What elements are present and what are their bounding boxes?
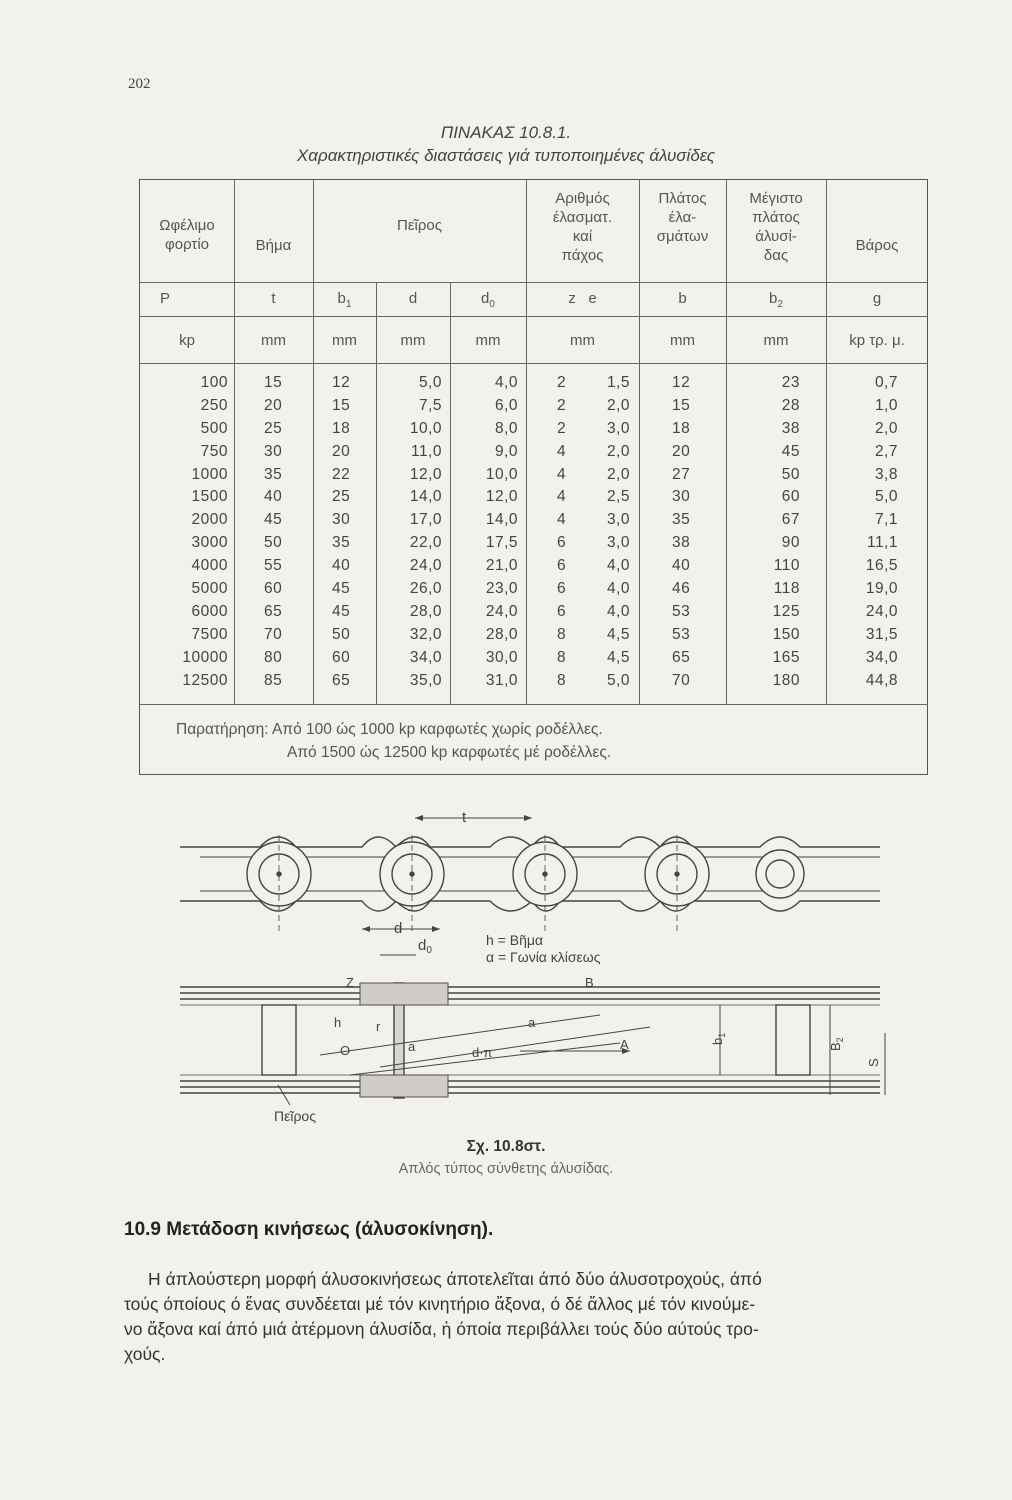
table-cell-b2: 150 (772, 625, 800, 643)
table-cell-z: 6 (557, 580, 567, 598)
figure-subcaption: Απλός τύπος σύνθετης άλυσίδας. (398, 1161, 614, 1177)
table-cell-e: 1,5 (606, 374, 630, 391)
table-cell-d: 12,0 (409, 465, 442, 483)
table-cell-g: 1,0 (874, 396, 898, 414)
table-cell-z: 4 (557, 442, 567, 460)
table-cell-P: 7500 (191, 625, 228, 643)
table-cell-e: 5,0 (606, 671, 630, 689)
label-t: t (462, 809, 467, 826)
header-pitch: Βήμα (255, 237, 292, 254)
table-cell-b1: 20 (332, 442, 351, 460)
table-rule (139, 704, 928, 705)
table-cell-d0: 24,0 (485, 602, 518, 620)
table-cell-d: 10,0 (409, 419, 442, 437)
table-cell-e: 2,0 (606, 465, 630, 483)
label-pin: Πεῖρος (274, 1108, 316, 1124)
table-cell-t: 40 (264, 488, 283, 506)
table-cell-d0: 10,0 (485, 465, 518, 483)
table-note-line-1: Παρατήρηση: Από 100 ώς 1000 kp καρφωτές χωρίς ροδέλλες. (176, 721, 603, 738)
chain-side-view (180, 983, 885, 1098)
table-cell-b: 12 (672, 374, 691, 391)
table-cell-e: 3,0 (606, 511, 630, 529)
table-cell-g: 16,5 (865, 557, 898, 575)
table-col-rule (234, 179, 235, 704)
table-cell-P: 1000 (191, 465, 228, 483)
table-cell-b: 65 (672, 648, 691, 666)
table-cell-t: 50 (264, 534, 283, 552)
symbol-ze: z e (568, 290, 597, 307)
table-cell-b1: 12 (332, 374, 351, 391)
table-cell-b: 18 (672, 419, 691, 437)
table-cell-z: 2 (557, 396, 567, 414)
table-cell-g: 44,8 (865, 671, 898, 689)
table-cell-b: 40 (672, 557, 691, 575)
table-cell-b1: 45 (332, 602, 351, 620)
header-pin: Πεῖρος (397, 217, 442, 234)
table-cell-b1: 18 (332, 419, 351, 437)
column-e (580, 372, 630, 692)
unit-d: mm (400, 332, 426, 349)
paragraph-line: χούς. (124, 1344, 166, 1364)
table-cell-e: 3,0 (606, 419, 630, 437)
table-cell-t: 70 (264, 625, 283, 643)
table-cell-d0: 21,0 (485, 557, 518, 575)
unit-ze: mm (570, 332, 595, 349)
table-cell-P: 250 (200, 396, 228, 414)
table-cell-b2: 90 (781, 534, 800, 552)
table-cell-e: 3,0 (606, 534, 630, 552)
unit-b: mm (670, 332, 695, 349)
table-cell-e: 2,0 (606, 396, 630, 414)
header-load: Ωφέλιμο φορτίο (159, 217, 215, 253)
table-cell-t: 85 (264, 671, 283, 689)
table-cell-b2: 60 (781, 488, 800, 506)
table-note-line-2: Από 1500 ώς 12500 kp καρφωτές μέ ροδέλλες. (287, 744, 612, 761)
table-cell-d: 14,0 (409, 488, 442, 506)
table-cell-t: 65 (264, 602, 283, 620)
label-r: r (376, 1019, 381, 1034)
table-cell-d: 7,5 (418, 396, 442, 414)
table-cell-P: 5000 (191, 580, 228, 598)
table-cell-P: 750 (200, 442, 228, 460)
table-cell-t: 30 (264, 442, 283, 460)
symbol-d0: $d_0$ (481, 290, 495, 310)
unit-d0: mm (475, 332, 501, 349)
table-cell-P: 100 (200, 374, 228, 391)
table-cell-b2: 165 (772, 648, 800, 666)
table-cell-b1: 50 (332, 625, 351, 643)
label-h: h (334, 1015, 342, 1030)
table-cell-b: 35 (672, 511, 691, 529)
table-cell-d: 28,0 (409, 602, 442, 620)
unit-g: kp τρ. μ. (849, 332, 905, 349)
table-cell-d0: 12,0 (485, 488, 518, 506)
table-cell-t: 45 (264, 511, 283, 529)
unit-b1: mm (332, 332, 357, 349)
column-g (828, 372, 898, 692)
symbol-b1: $b_1$ (337, 290, 352, 310)
unit-b2: mm (763, 332, 789, 349)
table-cell-t: 25 (264, 419, 283, 437)
table-cell-b: 20 (672, 442, 691, 460)
table-cell-P: 3000 (191, 534, 228, 552)
table-cell-g: 7,1 (874, 511, 898, 529)
table-cell-d: 32,0 (409, 625, 442, 643)
table-cell-z: 4 (557, 465, 567, 483)
table-cell-g: 2,0 (874, 419, 898, 437)
table-cell-d: 5,0 (418, 374, 442, 391)
table-cell-b1: 35 (332, 534, 351, 552)
unit-load: kp (179, 332, 195, 349)
table-cell-g: 3,8 (874, 465, 898, 483)
label-a-small: a (528, 1015, 536, 1030)
table-cell-b2: 50 (781, 465, 800, 483)
table-rule (139, 363, 928, 364)
table-cell-z: 2 (557, 374, 567, 391)
symbol-b2: $b_2$ (769, 290, 783, 310)
table-cell-g: 31,5 (865, 625, 898, 643)
table-cell-d: 17,0 (409, 511, 442, 529)
table-cell-z: 4 (557, 511, 567, 529)
table-cell-b: 15 (672, 396, 691, 414)
table-cell-d0: 23,0 (485, 580, 518, 598)
table-cell-z: 6 (557, 557, 567, 575)
table-cell-t: 35 (264, 465, 283, 483)
table-cell-d0: 28,0 (485, 625, 518, 643)
column-d0 (452, 372, 518, 692)
table-cell-d0: 8,0 (494, 419, 518, 437)
chain-top-view (180, 835, 880, 935)
label-z: Z (346, 975, 354, 990)
column-b (672, 372, 712, 692)
table-cell-g: 2,7 (874, 442, 898, 460)
label-d: d (394, 920, 403, 937)
table-cell-g: 5,0 (874, 488, 898, 506)
table-cell-g: 11,1 (866, 534, 898, 552)
table-cell-b: 53 (672, 625, 691, 643)
symbol-b: b (678, 290, 687, 307)
label-b-upper: B (585, 975, 594, 990)
table-cell-z: 2 (557, 419, 567, 437)
table-cell-b2: 67 (781, 511, 800, 529)
table-cell-d: 11,0 (410, 442, 442, 460)
paragraph-line: νο ἄξονα καί άπό μιά ἀτέρμονη άλυσίδα, ἡ όποία περιβάλλει τούς δύο αύτούς τρο- (124, 1319, 759, 1339)
table-cell-d: 24,0 (409, 557, 442, 575)
table-cell-b1: 40 (332, 557, 351, 575)
table-cell-t: 80 (264, 648, 283, 666)
table-cell-d: 34,0 (409, 648, 442, 666)
table-cell-d0: 30,0 (485, 648, 518, 666)
chain-diagram (180, 805, 900, 1135)
table-cell-P: 4000 (191, 557, 228, 575)
column-b2 (730, 372, 800, 692)
symbol-d: d (408, 290, 418, 307)
table-cell-d0: 14,0 (485, 511, 518, 529)
table-cell-d0: 6,0 (494, 396, 518, 414)
table-cell-d0: 9,0 (494, 442, 518, 460)
table-cell-b: 70 (672, 671, 691, 689)
label-s: S (866, 1058, 881, 1067)
table-cell-P: 12500 (182, 671, 228, 689)
table-cell-P: 10000 (182, 648, 228, 666)
table-cell-b1: 25 (332, 488, 351, 506)
table-rule (139, 316, 928, 317)
table-cell-b2: 23 (781, 374, 800, 391)
table-cell-P: 2000 (191, 511, 228, 529)
column-b1 (332, 372, 372, 692)
table-cell-b2: 38 (781, 419, 800, 437)
table-cell-b2: 180 (772, 671, 800, 689)
table-cell-b1: 45 (332, 580, 351, 598)
header-plate-width: Πλάτος έλα- σμάτων (656, 190, 709, 245)
table-cell-d0: 31,0 (485, 671, 518, 689)
table-cell-e: 4,0 (606, 580, 630, 598)
table-cell-e: 4,0 (606, 557, 630, 575)
page-number: 202 (128, 76, 151, 92)
table-cell-P: 6000 (191, 602, 228, 620)
label-dpi: d·π (472, 1045, 493, 1060)
table-col-rule (639, 179, 640, 704)
label-b2: $B_2$ (828, 1037, 845, 1051)
table-cell-e: 4,5 (606, 648, 630, 666)
table-cell-b: 38 (672, 534, 691, 552)
table-frame (139, 179, 928, 775)
table-cell-b: 30 (672, 488, 691, 506)
table-cell-b1: 65 (332, 671, 351, 689)
table-cell-e: 4,0 (606, 602, 630, 620)
table-cell-b2: 28 (781, 396, 800, 414)
table-cell-t: 55 (264, 557, 283, 575)
table-cell-b2: 125 (772, 602, 800, 620)
label-h-definition: h = Βῆμα (486, 932, 544, 948)
table-cell-g: 0,7 (874, 374, 898, 391)
table-cell-d: 35,0 (409, 671, 442, 689)
symbol-load: P (159, 290, 170, 307)
table-cell-t: 20 (264, 396, 283, 414)
label-A: A (620, 1037, 629, 1052)
table-subtitle: Χαρακτηριστικές διαστάσεις γιά τυποποιημένες άλυσίδες (296, 146, 716, 165)
table-cell-d0: 17,5 (485, 534, 518, 552)
header-weight: Βάρος (855, 237, 899, 254)
table-cell-b2: 118 (773, 580, 800, 598)
table-cell-d0: 4,0 (494, 374, 518, 391)
label-b1: $b_1$ (710, 1032, 727, 1045)
label-o: O (340, 1043, 351, 1058)
table-cell-P: 1500 (191, 488, 228, 506)
table-cell-z: 4 (557, 488, 567, 506)
table-rule (139, 282, 928, 283)
symbol-g: g (872, 290, 882, 307)
table-col-rule (826, 179, 827, 704)
table-cell-g: 19,0 (865, 580, 898, 598)
header-max-width: Μέγιστο πλάτος άλυσί- δας (749, 190, 803, 264)
table-cell-z: 8 (557, 625, 567, 643)
table-cell-g: 24,0 (865, 602, 898, 620)
column-z (557, 372, 573, 692)
table-cell-b2: 110 (773, 557, 800, 575)
table-cell-b1: 30 (332, 511, 351, 529)
table-cell-g: 34,0 (865, 648, 898, 666)
table-cell-z: 8 (557, 648, 567, 666)
label-d0: $d_0$ (418, 937, 432, 956)
table-cell-t: 60 (264, 580, 283, 598)
paragraph-line: Η άπλούστερη μορφή άλυσοκινήσεως άποτελεῖται άπό δύο άλυσοτροχούς, άπό (148, 1269, 762, 1289)
column-pitch (264, 372, 304, 692)
paragraph-line: τούς όποίους ό ἕνας συνδέεται μέ τόν κινητήριο ἄξονα, ό δέ ἄλλος μέ τόν κινούμε- (124, 1294, 756, 1314)
table-cell-d: 22,0 (409, 534, 442, 552)
table-cell-e: 2,5 (606, 488, 630, 506)
table-cell-t: 15 (264, 374, 283, 391)
column-load (140, 372, 228, 692)
table-cell-b1: 60 (332, 648, 351, 666)
label-a-lower: a (408, 1039, 416, 1054)
table-cell-b2: 45 (781, 442, 800, 460)
table-cell-d: 26,0 (409, 580, 442, 598)
table-cell-e: 2,0 (606, 442, 630, 460)
table-cell-z: 6 (557, 602, 567, 620)
unit-pitch: mm (261, 332, 286, 349)
symbol-pitch: t (271, 290, 276, 307)
header-plates: Αριθμός έλασματ. καί πάχος (552, 190, 613, 264)
column-d (378, 372, 442, 692)
table-col-rule (313, 179, 314, 704)
table-cell-e: 4,5 (606, 625, 630, 643)
table-title: ΠΙΝΑΚΑΣ 10.8.1. (440, 123, 572, 142)
table-cell-z: 6 (557, 534, 567, 552)
table-cell-b1: 22 (332, 465, 351, 483)
table-cell-P: 500 (200, 419, 228, 437)
table-cell-b: 46 (672, 580, 691, 598)
section-paragraph (124, 1267, 960, 1367)
table-cell-z: 8 (557, 671, 567, 689)
section-title: 10.9 Μετάδοση κινήσεως (άλυσοκίνηση). (124, 1219, 494, 1240)
table-cell-b1: 15 (332, 396, 351, 414)
table-cell-b: 27 (672, 465, 691, 483)
table-cell-b: 53 (672, 602, 691, 620)
figure-caption: Σχ. 10.8στ. (466, 1138, 546, 1155)
label-a-definition: α = Γωνία κλίσεως (486, 949, 601, 965)
